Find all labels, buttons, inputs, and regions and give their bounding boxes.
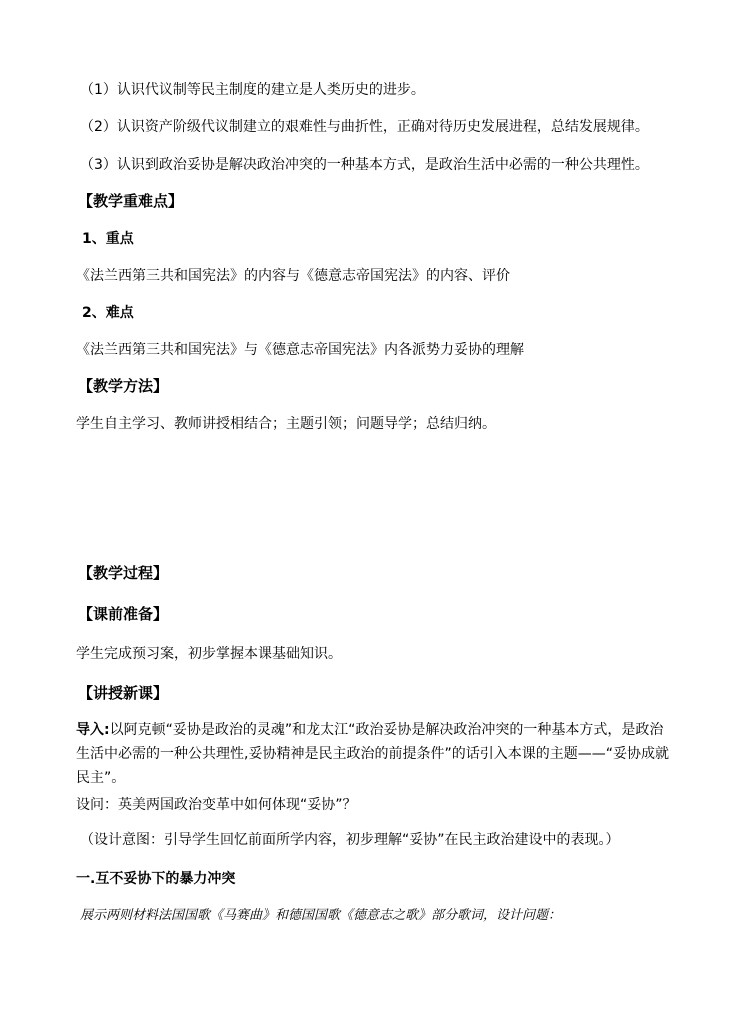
new-lesson-heading: 【讲授新课】: [78, 684, 169, 702]
guiding-question: 设问：英美两国政治变革中如何体现“妥协”？: [76, 797, 357, 813]
section-1-heading: 一.互不妥协下的暴力冲突: [76, 871, 236, 887]
focus-text: 《法兰西第三共和国宪法》的内容与《德意志帝国宪法》的内容、评价: [76, 268, 510, 284]
difficulty-title: 2、难点: [82, 305, 134, 321]
section-1-text: 展示两则材料法国国歌《马赛曲》和德国国歌《德意志之歌》部分歌词，设计问题：: [80, 908, 562, 923]
objective-2: （2）认识资产阶级代议制建立的艰难性与曲折性，正确对待历史发展进程，总结发展规律。: [80, 119, 649, 135]
prep-text: 学生完成预习案，初步掌握本课基础知识。: [76, 646, 342, 662]
method-text: 学生自主学习、教师讲授相结合；主题引领；问题导学；总结归纳。: [76, 416, 496, 432]
intro-text: 以阿克顿“妥协是政治的灵魂”和龙太江“政治妥协是解决政治冲突的一种基本方式，是政治生活中必需的一种公共理性,妥协精神是民主政治的前提条件”的话引入本课的主题——“妥协成就民主”。: [76, 722, 669, 786]
intro-label: 导入:: [76, 722, 110, 738]
intro-paragraph: [76, 718, 672, 790]
focus-title: 1、重点: [82, 231, 134, 247]
key-points-heading: 【教学重难点】: [78, 192, 184, 210]
design-note: （设计意图：引导学生回忆前面所学内容，初步理解“妥协”在民主政治建设中的表现。）: [80, 832, 620, 848]
prep-heading: 【课前准备】: [78, 605, 169, 623]
process-heading: 【教学过程】: [78, 564, 169, 582]
difficulty-text: 《法兰西第三共和国宪法》与《德意志帝国宪法》内各派势力妥协的理解: [76, 342, 524, 358]
objective-3: （3）认识到政治妥协是解决政治冲突的一种基本方式，是政治生活中必需的一种公共理性。: [80, 157, 649, 173]
method-heading: 【教学方法】: [78, 377, 169, 395]
objective-1: （1）认识代议制等民主制度的建立是人类历史的进步。: [80, 82, 425, 98]
